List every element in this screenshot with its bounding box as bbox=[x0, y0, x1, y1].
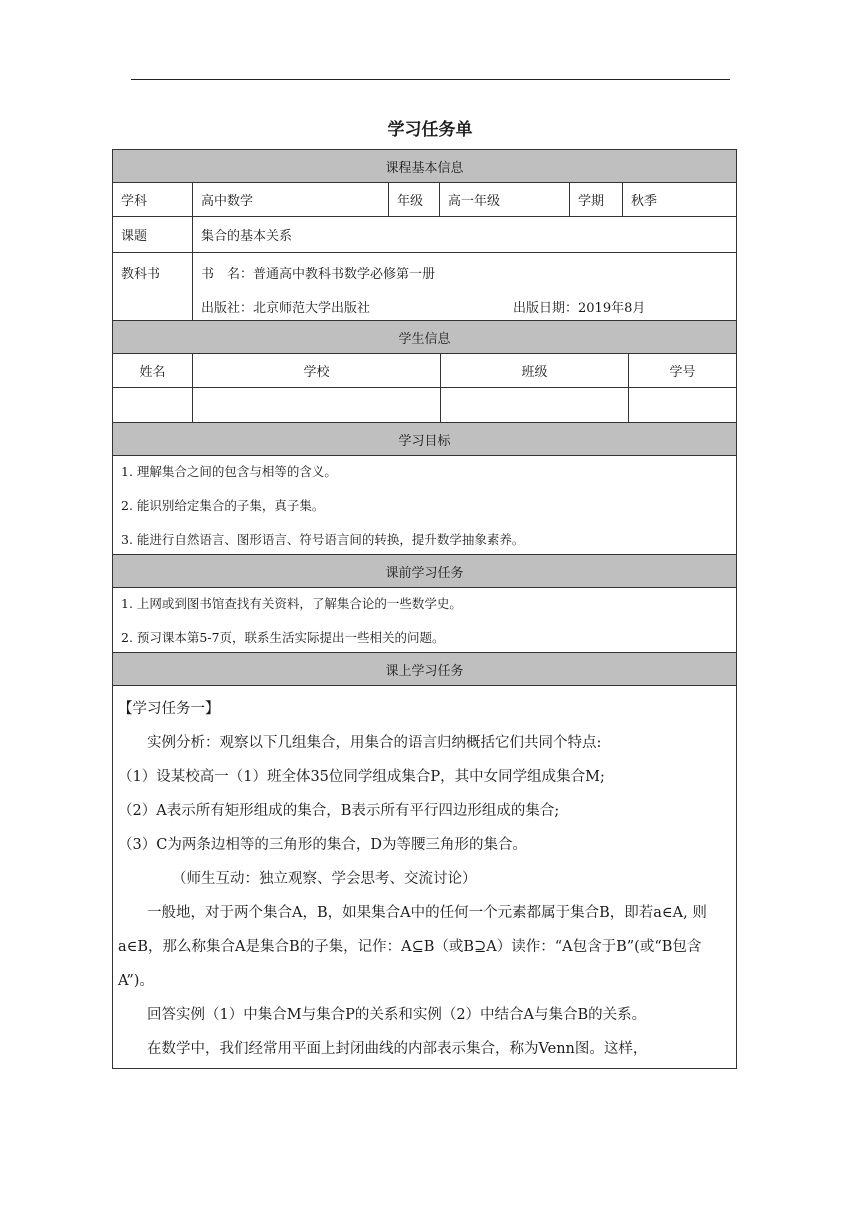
school-entry-cell[interactable] bbox=[193, 388, 441, 422]
student-id-entry-cell[interactable] bbox=[629, 388, 736, 422]
term-value: 秋季 bbox=[631, 194, 658, 209]
student-entry-row bbox=[113, 388, 736, 423]
grade-label: 年级 bbox=[389, 183, 440, 216]
page-title: 学习任务单 bbox=[387, 120, 473, 140]
in-class-content bbox=[113, 686, 736, 1068]
example-3: （3）C为两条边相等的三角形的集合，D为等腰三角形的集合。 bbox=[118, 837, 527, 853]
col-class: 班级 bbox=[441, 354, 629, 387]
objective-item: 1. 理解集合之间的包含与相等的含义。 bbox=[121, 464, 337, 479]
col-school: 学校 bbox=[193, 354, 441, 387]
student-info-header: 学生信息 bbox=[113, 321, 736, 354]
task-title: 【学习任务一】 bbox=[118, 701, 220, 717]
class-entry-cell[interactable] bbox=[441, 388, 629, 422]
publisher: 出版社：北京师范大学出版社 bbox=[201, 301, 371, 316]
textbook-info bbox=[193, 253, 736, 320]
topic-row bbox=[113, 217, 736, 253]
in-class-header: 课上学习任务 bbox=[113, 653, 736, 686]
pre-class-item: 2. 预习课本第5-7页，联系生活实际提出一些相关的问题。 bbox=[121, 630, 445, 645]
example-1: （1）设某校高一（1）班全体35位同学组成集合P，其中女同学组成集合M; bbox=[118, 769, 605, 785]
book-name: 书 名：普通高中教科书数学必修第一册 bbox=[201, 267, 436, 282]
venn-text: 在数学中，我们经常用平面上封闭曲线的内部表示集合，称为Venn图。这样， bbox=[147, 1041, 648, 1057]
example-2: （2）A表示所有矩形组成的集合，B表示所有平行四边形组成的集合; bbox=[118, 803, 560, 819]
objective-item: 2. 能识别给定集合的子集，真子集。 bbox=[121, 498, 325, 513]
course-info-header: 课程基本信息 bbox=[113, 150, 736, 183]
grade-value: 高一年级 bbox=[440, 183, 570, 216]
pre-class-item: 1. 上网或到图书馆查找有关资料，了解集合论的一些数学史。 bbox=[121, 596, 462, 611]
name-entry-cell[interactable] bbox=[113, 388, 193, 422]
col-name: 姓名 bbox=[113, 354, 193, 387]
textbook-label: 教科书 bbox=[113, 253, 193, 320]
student-col-headers bbox=[113, 354, 736, 388]
topic-label: 课题 bbox=[113, 217, 193, 252]
publish-date: 出版日期：2019年8月 bbox=[513, 301, 646, 316]
course-info-row bbox=[113, 183, 736, 217]
question-text: 回答实例（1）中集合M与集合P的关系和实例（2）中结合A与集合B的关系。 bbox=[147, 1007, 647, 1023]
textbook-row bbox=[113, 253, 736, 321]
term-label: 学期 bbox=[570, 183, 623, 216]
pre-class-header: 课前学习任务 bbox=[113, 555, 736, 588]
task-table bbox=[112, 149, 737, 1069]
objective-item: 3. 能进行自然语言、图形语言、符号语言间的转换，提升数学抽象素养。 bbox=[121, 532, 525, 547]
subset-definition: 一般地，对于两个集合A，B，如果集合A中的任何一个元素都属于集合B，即若a∈A, 则a∈B，那么称集合A是集合B的子集，记作：A⊆B（或B⊇A）读作：“A包含于B”(或“B包含A”)。 bbox=[118, 905, 707, 989]
subject-value: 高中数学 bbox=[193, 183, 389, 216]
interaction-note: （师生互动：独立观察、学会思考、交流讨论） bbox=[172, 871, 477, 887]
header-rule bbox=[131, 79, 730, 80]
topic-value: 集合的基本关系 bbox=[201, 229, 293, 244]
objectives-list bbox=[113, 456, 736, 555]
col-student-id: 学号 bbox=[669, 365, 696, 380]
subject-label: 学科 bbox=[113, 183, 193, 216]
pre-class-list bbox=[113, 588, 736, 653]
objectives-header: 学习目标 bbox=[113, 423, 736, 456]
example-intro: 实例分析：观察以下几组集合，用集合的语言归纳概括它们共同个特点: bbox=[147, 735, 602, 751]
